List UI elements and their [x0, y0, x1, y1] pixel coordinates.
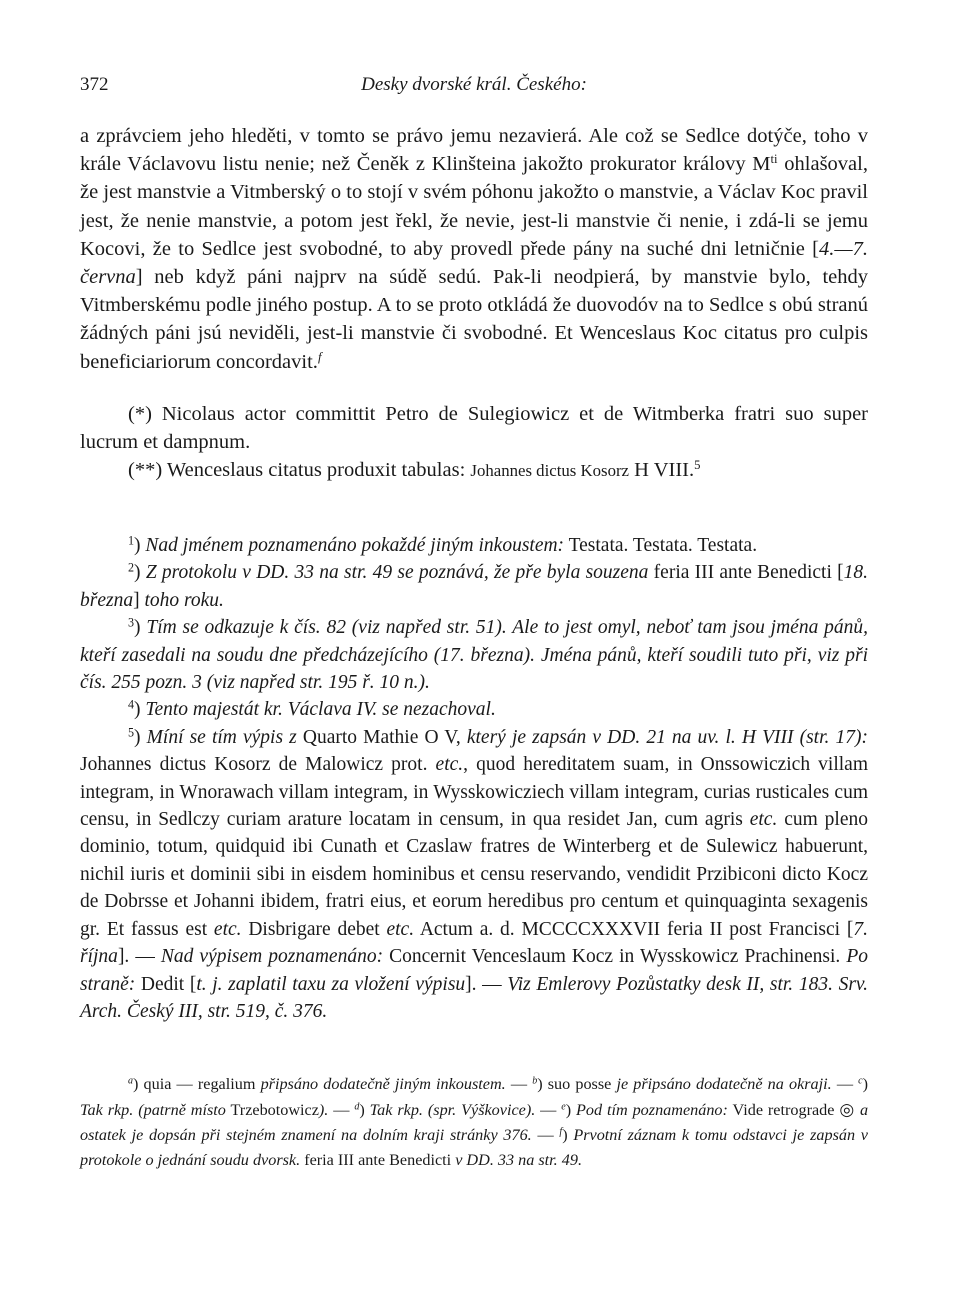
critical-apparatus — [80, 1072, 868, 1173]
footnote-1: $^1$) Nad jménem poznamenáno pokaždé jiným inkoustem: Testata. Testata. Testata. — [128, 533, 758, 556]
footnote-2: $^2$) Z protokolu v DD. 33 na str. 49 se poznává, že pře byla souzena feria III ante Benedicti [18. března] toho roku. — [80, 560, 868, 611]
footnote-4: $^4$) Tento majestát kr. Václava IV. se nezachoval. — [128, 697, 496, 721]
asterisk-note-2: (**) Wenceslaus citatus produxit tabulas: Johannes dictus Kosorz H VIII.$^5$ — [128, 458, 701, 482]
main-paragraph: a zprávciem jeho hleděti, v tomto se právo jemu nezavierá. Ale což se Sedlce dotýče, toho v krále Václavovu listu nenie; než Čeněk z Klinšteina jakožto prokurator královy $M^{ti}$ ohlašoval, že jest manstvie a Vitmberský o to stojí v svém póhonu jakožto o manstvie, a Václav Koc pravil jest, že nenie manstvie, a potom jest řekl, že nevie, jest-li manstvie či nenie, i zdá-li se jemu Kocovi, že to Sedlce jest svobodné, to aby provedl přede pány na suché dni letničnie [4.—7. června] neb když páni najprv na súdě sedú. Pak-li neodpierá, by manstvie bylo, tehdy Vitmberskému podle jiného postup. A to se proto otkládá že duovodóv na to Sedlce s obú stranú žádných páni jsú neviděli, jest-li manstvie či svobodné. Et Wenceslaus Koc citatus pro culpis beneficiariorum concordavit.$^f$ — [80, 125, 868, 373]
apparatus-notes: $^a$) quia — regalium připsáno dodatečně jiným inkoustem. — $^b$) suo posse je připsáno dodatečně na okraji. — $^c$) Tak rkp. (patrně místo Trzebotowicz). — $^d$) Tak rkp. (spr. Výškovice). — $^e$) Pod tím poznamenáno: Vide retrograde ◎ a ostatek je dopsán při stejném znamení na dolním kraji stránky 376. — $^f$) Prvotní záznam k tomu odstavci je zapsán v protokole o jednání soudu dvorsk. feria III ante Benedicti v DD. 33 na str. 49. — [80, 1075, 869, 1169]
footnote-5: $^5$) Míní se tím výpis z Quarto Mathie O V, který je zapsán v DD. 21 na uv. l. H VIII (str. 17): Johannes dictus Kosorz de Malowicz prot. etc., quod hereditatem suam, in Onssowiczich villam integram, in Wnorawach villam integram, in Wysskowicziech villam integram, curias rusticales cum censu, in Sedlczy curiam arature locatam in censum, in qua residet Jan, cum agris etc. cum pleno dominio, totum, quidquid ibi Cunath et Czaslaw fratres de Winterberg et de Sulewicz habuerunt, nichil iuris et dominii sibi in eisdem hominibus et censu reservando, vendidit Przibiconi dicto Kocz de Dobrsse et Johanni ibidem, fratri eius, et eorum heredibus pro centum et quinquaginta sexagenis gr. Et fassus est etc. Disbrigare debet etc. Actum a. d. MCCCCXXXVII feria II post Francisci [7. října]. — Nad výpisem poznamenáno: Concernit Venceslaum Kocz in Wysskowicz Prachinensi. Po straně: Dedit [t. j. zaplatil taxu za vložení výpisu]. — Viz Emlerovy Pozůstatky desk II, str. 183. Srv. Arch. Český III, str. 519, č. 376. — [80, 725, 868, 1022]
page-number: 372 — [80, 74, 109, 95]
running-head — [80, 74, 868, 104]
footnote-3: $^3$) Tím se odkazuje k čís. 82 (viz napřed str. 51). Ale to jest omyl, neboť tam jsou jména pánů, kteří zasedali na soudu dne předcházejícího (17. března). Jména pánů, kteří soudili tuto při, viz při čís. 255 pozn. 3 (viz napřed str. 195 ř. 10 n.). — [80, 615, 868, 694]
asterisk-note-1: (*) Nicolaus actor committit Petro de Sulegiowicz et de Witmberka fratri suo super lucrum et dampnum. — [80, 402, 868, 454]
footnotes — [80, 532, 868, 1025]
running-title: Desky dvorské král. Českého: — [361, 74, 587, 95]
main-text — [80, 122, 868, 485]
